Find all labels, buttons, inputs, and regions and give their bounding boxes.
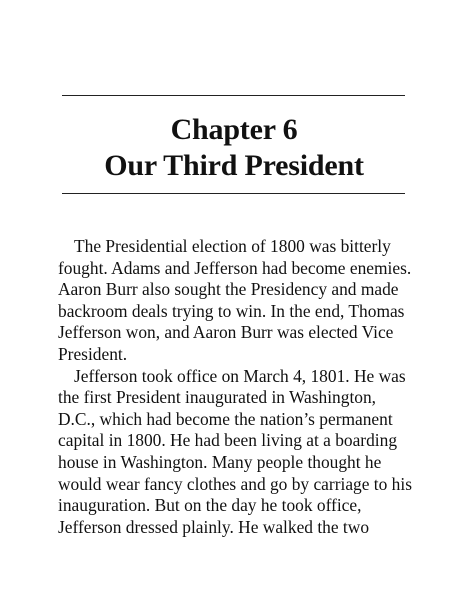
paragraph-line: fought. Adams and Jefferson had become enemies. bbox=[58, 257, 412, 278]
paragraph-line: backroom deals trying to win. In the end, Thomas bbox=[58, 300, 405, 321]
body-text bbox=[58, 236, 418, 538]
paragraph bbox=[58, 236, 418, 366]
paragraph-line: Aaron Burr also sought the Presidency and made bbox=[58, 279, 399, 300]
paragraph-line: Jefferson won, and Aaron Burr was elected Vice bbox=[58, 322, 394, 343]
bottom-rule bbox=[62, 193, 405, 194]
paragraph-line: The Presidential election of 1800 was bitterly bbox=[74, 236, 391, 256]
paragraph bbox=[58, 366, 418, 539]
paragraph-line: the first President inaugurated in Washington, bbox=[58, 387, 377, 408]
paragraph-line: house in Washington. Many people thought he bbox=[58, 451, 382, 472]
paragraph-line: inauguration. But on the day he took office, bbox=[58, 495, 362, 516]
paragraph-line: Jefferson dressed plainly. He walked the two bbox=[58, 516, 370, 537]
paragraph-line: Jefferson took office on March 4, 1801. He was bbox=[74, 365, 406, 386]
paragraph-line: D.C., which had become the nation’s permanent bbox=[58, 408, 393, 429]
top-rule bbox=[62, 95, 405, 96]
chapter-heading bbox=[40, 112, 428, 184]
paragraph-line: would wear fancy clothes and go by carriage to his bbox=[58, 473, 412, 494]
chapter-title: Our Third President bbox=[104, 149, 364, 182]
paragraph-line: capital in 1800. He had been living at a boarding bbox=[58, 430, 398, 451]
chapter-number: Chapter 6 bbox=[170, 113, 298, 146]
paragraph-line: President. bbox=[58, 343, 128, 364]
